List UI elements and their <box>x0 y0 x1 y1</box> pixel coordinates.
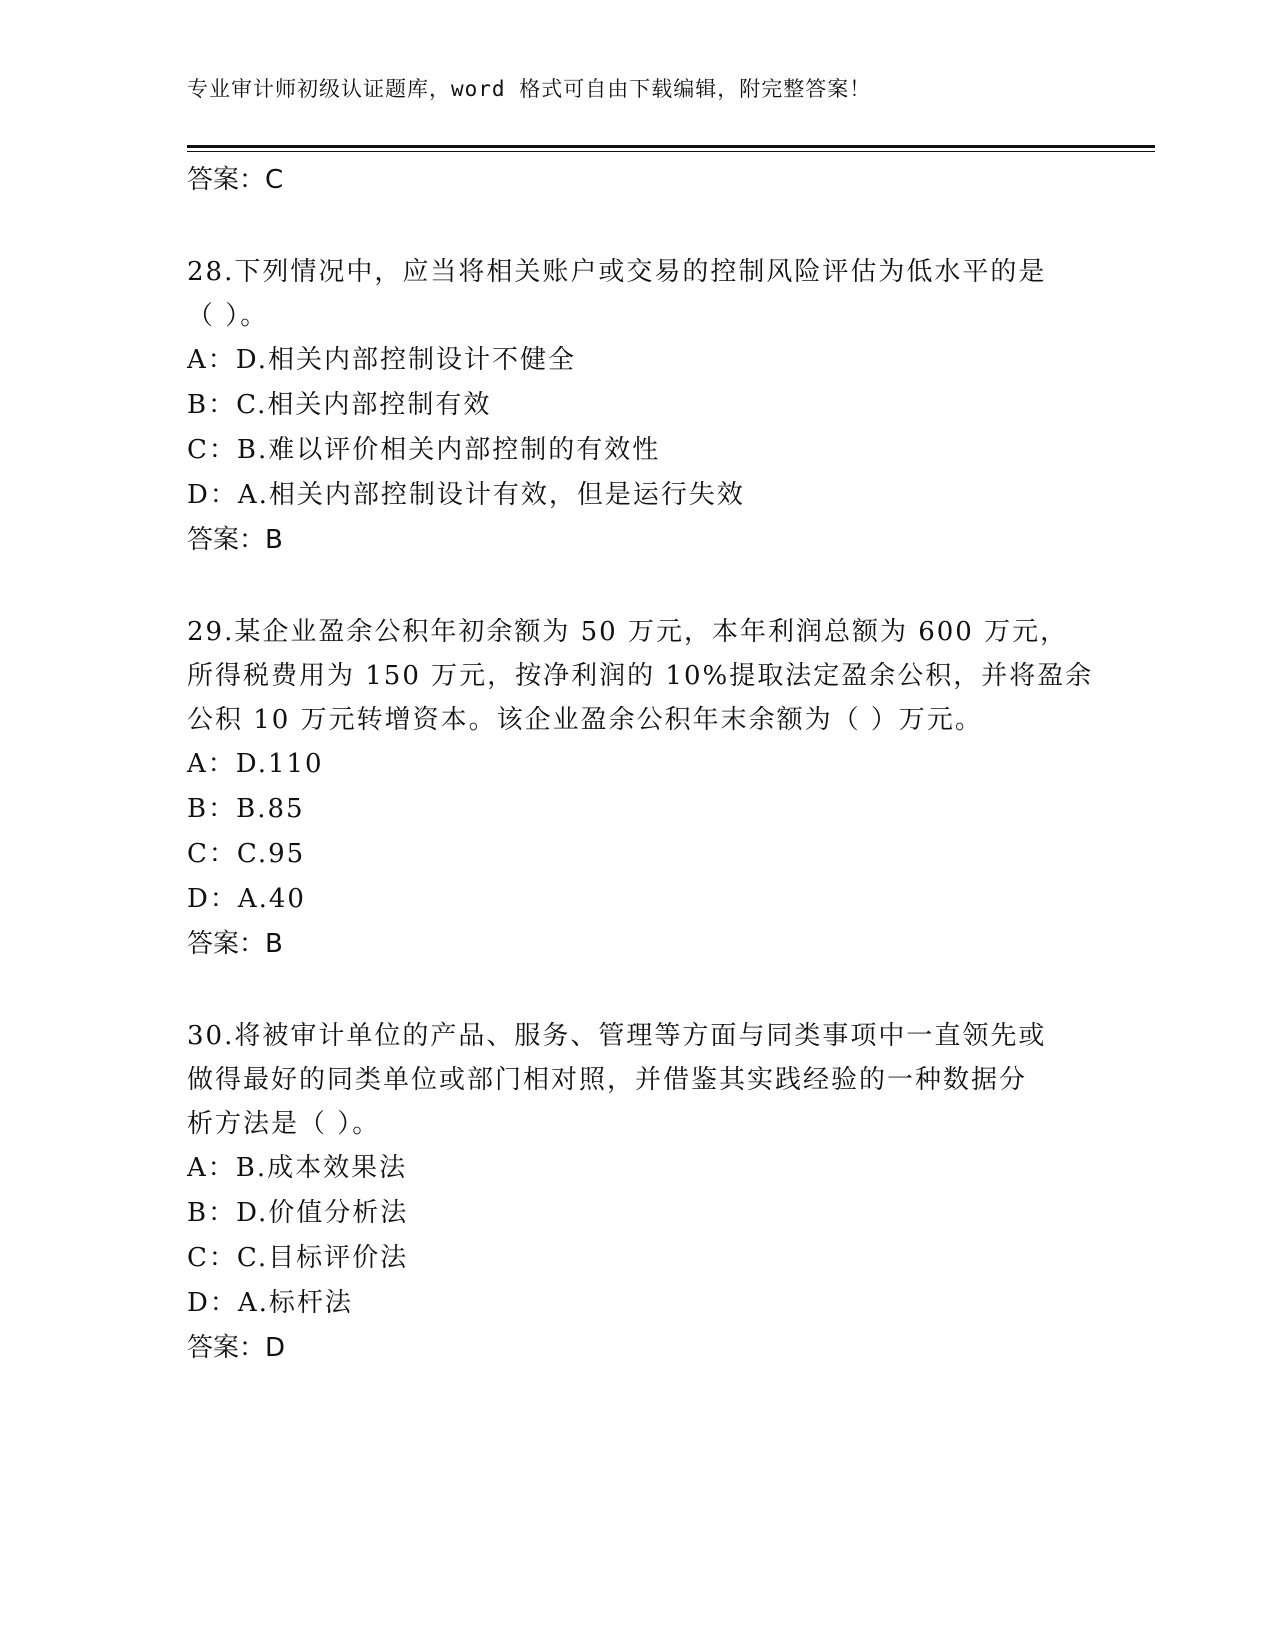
answer-line: 答案：D <box>187 1333 286 1363</box>
question-stem-line: 做得最好的同类单位或部门相对照，并借鉴其实践经验的一种数据分 <box>187 1065 1028 1095</box>
header-divider-thick <box>187 145 1155 148</box>
answer-option: B：D.价值分析法 <box>187 1198 409 1228</box>
document-body <box>187 158 1094 1370</box>
answer-option: D：A.相关内部控制设计有效，但是运行失效 <box>187 480 745 510</box>
answer-option: C：C.95 <box>187 839 306 869</box>
answer-line: 答案：B <box>187 525 283 555</box>
answer-option: A：D.110 <box>187 749 324 779</box>
answer-option: C：B.难以评价相关内部控制的有效性 <box>187 435 661 465</box>
spacer <box>187 202 1087 250</box>
question-block <box>187 610 1094 966</box>
question-stem-line: 所得税费用为 150 万元，按净利润的 10%提取法定盈余公积，并将盈余 <box>187 661 1094 691</box>
page-header: 专业审计师初级认证题库，word 格式可自由下载编辑，附完整答案！ <box>187 77 872 101</box>
question-stem-line: （ ）。 <box>187 301 269 331</box>
question-block <box>187 250 1087 562</box>
spacer <box>187 966 1087 1014</box>
question-stem-line: 28.下列情况中，应当将相关账户或交易的控制风险评估为低水平的是 <box>187 257 1047 287</box>
answer-option: A：B.成本效果法 <box>187 1153 408 1183</box>
question-stem-line: 29.某企业盈余公积年初余额为 50 万元，本年利润总额为 600 万元， <box>187 617 1069 647</box>
answer-option: D：A.40 <box>187 884 306 914</box>
question-block <box>187 1014 1087 1370</box>
header-divider-thin <box>187 151 1155 152</box>
answer-line: 答案：B <box>187 929 283 959</box>
answer-option: C：C.目标评价法 <box>187 1243 409 1273</box>
question-stem-line: 30.将被审计单位的产品、服务、管理等方面与同类事项中一直领先或 <box>187 1021 1047 1051</box>
answer-option: A：D.相关内部控制设计不健全 <box>187 345 576 375</box>
question-stem-line: 析方法是（ ）。 <box>187 1109 381 1139</box>
answer-line: 答案：C <box>187 165 284 195</box>
question-stem-line: 公积 10 万元转增资本。该企业盈余公积年末余额为（ ）万元。 <box>187 705 983 735</box>
spacer <box>187 562 1087 610</box>
answer-option: D：A.标杆法 <box>187 1288 353 1318</box>
answer-option: B：B.85 <box>187 794 305 824</box>
answer-option: B：C.相关内部控制有效 <box>187 390 492 420</box>
